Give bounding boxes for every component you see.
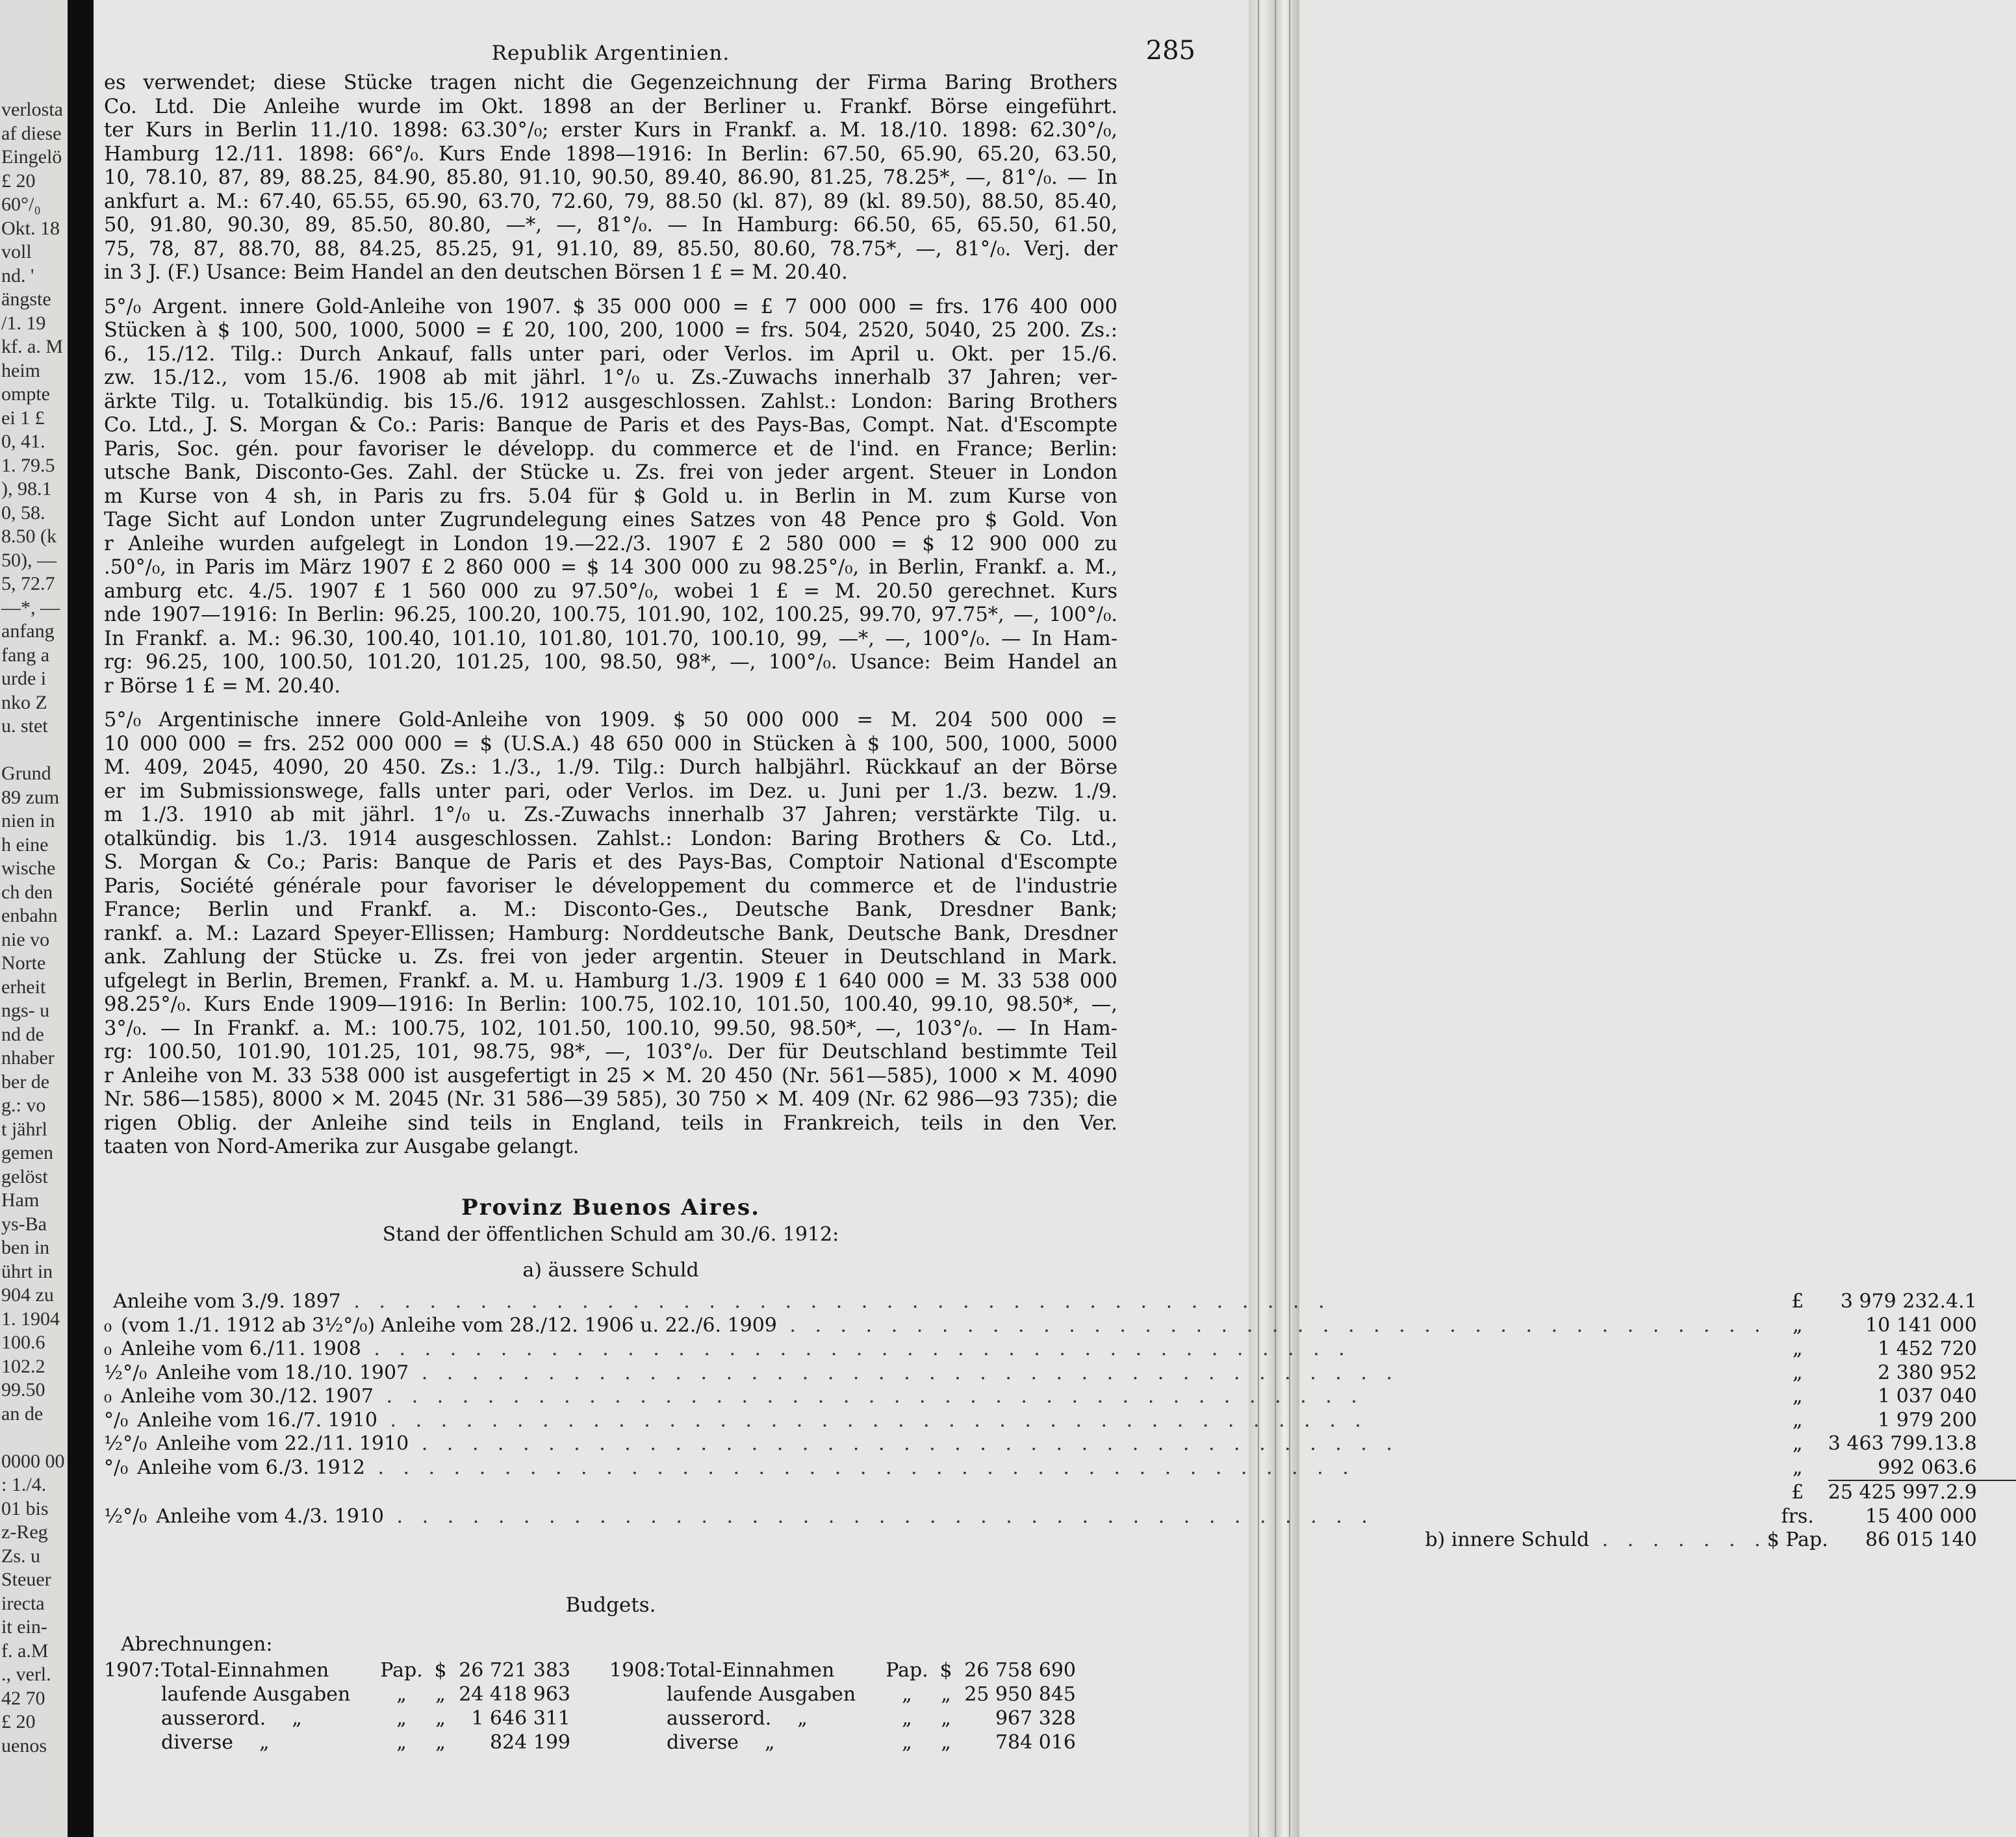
budget-ditto: „ xyxy=(797,1707,808,1730)
budget-symbol: „ xyxy=(941,1707,951,1730)
debt-amount: 1 452 720 xyxy=(1878,1337,1977,1360)
debt-row xyxy=(104,1432,2016,1456)
gutter-fragment: nko Z xyxy=(1,691,47,713)
text-line: rankf. a. M.: Lazard Speyer-Ellissen; Hamburg: Norddeutsche Bank, Deutsche Bank, Dresdner xyxy=(104,922,1117,945)
text-line: Paris, Société générale pour favoriser le développement du commerce et de l'industrie xyxy=(104,874,1117,898)
gutter-fragment: ngs- u xyxy=(1,1000,50,1021)
budgets-title: Budgets. xyxy=(565,1593,656,1617)
budget-year xyxy=(609,1683,667,1707)
text-line: zw. 15./12., vom 15./6. 1908 ab mit jährl. 1°/₀ u. Zs.-Zuwachs innerhalb 37 Jahren; ver- xyxy=(104,366,1117,389)
gutter-fragment: 102.2 xyxy=(1,1355,45,1377)
debt-prefix: °/₀ xyxy=(104,1456,129,1479)
gutter-fragment: 0000 00 xyxy=(1,1450,65,1472)
text-line: France; Berlin und Frankf. a. M.: Disconto-Ges., Deutsche Bank, Dresdner Bank; xyxy=(104,898,1117,921)
gutter-fragment: it ein- xyxy=(1,1616,47,1638)
internal-debt-amount: 86 015 140 xyxy=(1865,1528,1977,1551)
text-line: r Börse 1 £ = M. 20.40. xyxy=(104,674,341,698)
gutter-fragment: 8.50 (k xyxy=(1,526,57,547)
budget-item-cell xyxy=(161,1707,376,1731)
gutter-fragment: voll xyxy=(1,241,32,262)
internal-debt-label-cell xyxy=(104,1528,1767,1561)
text-line: Co. Ltd. Die Anleihe wurde im Okt. 1898 an der Berliner u. Frankf. Börse eingeführt. xyxy=(104,95,1117,118)
budget-value: 824 199 xyxy=(489,1731,570,1755)
budget-value: 24 418 963 xyxy=(459,1683,570,1706)
text-line: 5°/₀ Argentinische innere Gold-Anleihe von 1909. $ 50 000 000 = M. 204 500 000 = xyxy=(104,709,1117,731)
text-line: 6., 15./12. Tilg.: Durch Ankauf, falls unter pari, oder Verlos. im April u. Okt. per 15./6. xyxy=(104,342,1117,366)
budget-row xyxy=(104,1683,570,1707)
budget-pap: „ xyxy=(396,1683,407,1706)
budget-year xyxy=(609,1707,667,1731)
debt-amount: 1 979 200 xyxy=(1878,1408,1977,1432)
budget-symbol: „ xyxy=(941,1683,951,1706)
gutter-fragment: 42 70 xyxy=(1,1687,45,1709)
gutter-fragment: fang a xyxy=(1,644,50,666)
running-title: Republik Argentinien. xyxy=(491,42,730,65)
text-line: r Anleihe von M. 33 538 000 ist ausgefertigt in 25 × M. 20 450 (Nr. 561—585), 1000 × M. 4090 xyxy=(104,1064,1117,1087)
budget-item: ausserord. xyxy=(161,1707,266,1730)
debt-currency: „ xyxy=(1792,1361,1803,1384)
budget-table-1907 xyxy=(104,1659,570,1755)
debt-label: Anleihe vom 3./9. 1897 xyxy=(113,1290,341,1313)
gutter-fragment: —*, — xyxy=(1,596,60,618)
debt-total-row xyxy=(104,1480,2016,1505)
text-line: Co. Ltd., J. S. Morgan & Co.: Paris: Banque de Paris et des Pays-Bas, Compt. Nat. d'Escompte xyxy=(104,414,1117,437)
gutter-fragment: irecta xyxy=(1,1592,45,1614)
gutter-fragment: nd. ' xyxy=(1,264,34,286)
budget-symbol: „ xyxy=(941,1731,951,1755)
budget-value: 1 646 311 xyxy=(471,1707,570,1730)
text-line: taaten von Nord-Amerika zur Ausgabe gelangt. xyxy=(104,1135,580,1158)
leader-dots: . . . . . . . . . . . . . . . . . . . . . . . . . . . . . . . . . . . . . . . xyxy=(364,1456,1355,1479)
gutter-fragment: 01 bis xyxy=(1,1497,49,1519)
leader-dots: . . . . . . . . . . . . . . . . . . . . . . . . . . . . . . . . . . . . . . . xyxy=(340,1290,1331,1313)
gutter-fragment: gelöst xyxy=(1,1165,48,1187)
gutter-fragment: £ 20 xyxy=(1,170,36,192)
text-line: rigen Oblig. der Anleihe sind teils in England, teils in Frankreich, teils in den Ver. xyxy=(104,1111,1117,1135)
budget-pap: „ xyxy=(902,1707,912,1730)
page-content xyxy=(104,26,1977,1755)
debt-prefix: ₀ xyxy=(104,1313,112,1337)
gutter-fragment: af diese xyxy=(1,122,62,144)
gutter-fragment: 1. 1904 xyxy=(1,1308,60,1330)
gutter-fragment: ei 1 £ xyxy=(1,407,45,429)
text-line: Hamburg 12./11. 1898: 66°/₀. Kurs Ende 1898—1916: In Berlin: 67.50, 65.90, 65.20, 63.50, xyxy=(104,142,1117,166)
budget-item: ausserord. xyxy=(667,1707,772,1730)
gutter-fragment: /1. 19 xyxy=(1,312,46,334)
debt-currency: „ xyxy=(1792,1313,1803,1337)
debt-label: Anleihe vom 16./7. 1910 xyxy=(137,1408,377,1432)
budget-symbol: „ xyxy=(435,1707,446,1730)
debt-frs-row xyxy=(104,1505,2016,1529)
book-binding xyxy=(68,0,94,1837)
budget-item-cell xyxy=(667,1683,881,1707)
debt-amount: 2 380 952 xyxy=(1878,1361,1977,1384)
budget-row xyxy=(609,1683,1076,1707)
text-line: .50°/₀, in Paris im März 1907 £ 2 860 000 = $ 14 300 000 zu 98.25°/₀, in Berlin, Frankf. a. M., xyxy=(104,556,1117,579)
leader-dots: . . . . . . . . . . . . . . . . . . . . . . . . . . . . . . . . . . . . . . . xyxy=(776,1313,1767,1337)
debt-row xyxy=(104,1314,2016,1338)
budget-symbol: $ xyxy=(434,1659,447,1682)
text-line: In Frankf. a. M.: 96.30, 100.40, 101.10, 101.80, 101.70, 100.10, 99, —*, —, 100°/₀. — In Ham- xyxy=(104,627,1117,650)
budget-pap: Pap. xyxy=(886,1659,928,1682)
text-line: rg: 100.50, 101.90, 101.25, 101, 98.75, 98*, —, 103°/₀. Der für Deutschland bestimmte Teil xyxy=(104,1041,1117,1063)
leader-dots: . . . . . . . . . . . . . . . . . . . . . . . . . . . . . . . . . . . . . . . xyxy=(409,1432,1399,1455)
text-line: ärkte Tilg. u. Totalkündig. bis 15./6. 1912 ausgeschlossen. Zahlst.: London: Baring Brothers xyxy=(104,390,1117,413)
gutter-fragment: z-Reg xyxy=(1,1521,48,1543)
text-line: amburg etc. 4./5. 1907 £ 1 560 000 zu 97.50°/₀, wobei 1 £ = M. 20.50 gerechnet. Kurs xyxy=(104,579,1117,603)
budget-row xyxy=(104,1707,570,1731)
gutter-fragment: uenos xyxy=(1,1734,47,1756)
gutter-fragment: heim xyxy=(1,359,40,381)
budget-symbol: $ xyxy=(939,1659,952,1682)
leader-dots: . . . . . . . . . . . . . . . . . . . . . . . . . . . . . . . . . . . . . . . xyxy=(373,1385,1364,1408)
budget-row xyxy=(104,1659,570,1683)
leader-dots: . . . . . . . . . . . . . . . . . . . . . . . . . . . . . . . . . . . . . . . xyxy=(409,1361,1399,1384)
debt-row xyxy=(104,1362,2016,1386)
gutter-fragment: Grund xyxy=(1,763,51,784)
gutter-fragment: nie vo xyxy=(1,928,50,950)
budget-year xyxy=(104,1683,161,1707)
debt-label-cell xyxy=(104,1362,1767,1386)
debt-total-currency: £ xyxy=(1791,1481,1804,1504)
debt-total-spacer xyxy=(104,1480,1767,1505)
budget-symbol: „ xyxy=(435,1683,446,1706)
gutter-fragment: ys-Ba xyxy=(1,1213,47,1235)
section-title: Provinz Buenos Aires. xyxy=(461,1194,760,1221)
external-debt-table xyxy=(104,1290,2016,1561)
debt-currency: „ xyxy=(1792,1385,1803,1408)
gutter-fragment: ührt in xyxy=(1,1260,53,1282)
debt-label: Anleihe vom 30./12. 1907 xyxy=(121,1385,374,1408)
text-line: Nr. 586—1585), 8000 × M. 2045 (Nr. 31 586—39 585), 30 750 × M. 409 (Nr. 62 986—93 735); die xyxy=(104,1088,1117,1111)
budget-pap: „ xyxy=(902,1731,912,1755)
abrechnungen-label: Abrechnungen: xyxy=(121,1632,273,1656)
debt-label: (vom 1./1. 1912 ab 3½°/₀) Anleihe vom 28./12. 1906 u. 22./6. 1909 xyxy=(121,1313,777,1337)
budget-ditto: „ xyxy=(259,1731,270,1755)
budget-item-cell xyxy=(161,1683,376,1707)
gutter-fragment: anfang xyxy=(1,620,55,642)
gutter-fragment: kf. a. M xyxy=(1,336,63,357)
budget-item-cell xyxy=(667,1707,881,1731)
budget-item: Total-Einnahmen xyxy=(667,1659,835,1682)
debt-prefix: ₀ xyxy=(104,1337,112,1360)
section-subtitle: Stand der öffentlichen Schuld am 30./6. 1912: xyxy=(382,1223,839,1246)
internal-debt-row xyxy=(104,1528,2016,1561)
gutter-fragment: nhaber xyxy=(1,1047,55,1069)
debt-row xyxy=(104,1409,2016,1433)
debt-total-amount: 25 425 997.2.9 xyxy=(1828,1480,2016,1505)
gutter-fragment: 100.6 xyxy=(1,1332,45,1353)
debt-currency: „ xyxy=(1792,1337,1803,1360)
gutter-fragment: nien in xyxy=(1,810,55,831)
gutter-fragment: 1. 79.5 xyxy=(1,454,55,476)
gutter-fragment: t jährl xyxy=(1,1118,47,1140)
external-debt-heading: a) äussere Schuld xyxy=(522,1258,699,1282)
debt-prefix: ₀ xyxy=(104,1385,112,1408)
budget-item: Total-Einnahmen xyxy=(161,1659,329,1682)
budget-year: 1908: xyxy=(609,1659,666,1682)
gutter-fragment: urde i xyxy=(1,668,47,689)
budget-item-cell xyxy=(161,1731,376,1755)
gutter-fragment: 0, 58. xyxy=(1,501,45,524)
debt-label-cell xyxy=(104,1385,1767,1409)
budget-columns xyxy=(104,1659,1117,1755)
text-line: S. Morgan & Co.; Paris: Banque de Paris et des Pays-Bas, Comptoir National d'Escompte xyxy=(104,851,1117,874)
gutter-fragment: 0, 41. xyxy=(1,431,45,452)
gutter-fragment: 89 zum xyxy=(1,786,60,808)
debt-currency: £ xyxy=(1791,1290,1804,1313)
debt-amount: 992 063.6 xyxy=(1878,1456,1977,1479)
debt-label-cell xyxy=(104,1456,1767,1481)
gutter-fragment: ber de xyxy=(1,1071,50,1093)
budget-value: 784 016 xyxy=(995,1731,1076,1755)
budget-ditto: „ xyxy=(292,1707,302,1730)
text-line: M. 409, 2045, 4090, 20 450. Zs.: 1./3., 1./9. Tilg.: Durch halbjährl. Rückkauf an der Börse xyxy=(104,756,1117,779)
gutter-fragment: an de xyxy=(1,1402,44,1425)
budget-year xyxy=(104,1731,161,1755)
adjacent-page-fragment xyxy=(0,0,78,1837)
text-line: ufgelegt in Berlin, Bremen, Frankf. a. M. u. Hamburg 1./3. 1909 £ 1 640 000 = M. 33 538 000 xyxy=(104,969,1117,993)
internal-debt-label: b) innere Schuld xyxy=(1425,1528,1590,1551)
budget-item: diverse xyxy=(161,1731,233,1755)
gutter-fragment: enbahn xyxy=(1,905,58,926)
budget-item: laufende Ausgaben xyxy=(667,1683,856,1706)
text-line: ankfurt a. M.: 67.40, 65.55, 65.90, 63.70, 72.60, 79, 88.50 (kl. 87), 89 (kl. 89.50), 88.50, 85.40, xyxy=(104,190,1117,213)
budget-pap: „ xyxy=(396,1707,407,1730)
text-line: 10 000 000 = frs. 252 000 000 = $ (U.S.A.) 48 650 000 in Stücken à $ 100, 500, 1000, 5000 xyxy=(104,732,1117,755)
debt-label: Anleihe vom 4./3. 1910 xyxy=(156,1504,384,1528)
debt-amount: 1 037 040 xyxy=(1878,1385,1977,1408)
debt-currency: „ xyxy=(1792,1432,1803,1455)
budget-item-cell xyxy=(667,1659,881,1683)
debt-label-cell xyxy=(104,1505,1767,1529)
debt-currency: „ xyxy=(1792,1456,1803,1479)
text-line: 5°/₀ Argent. innere Gold-Anleihe von 1907. $ 35 000 000 = £ 7 000 000 = frs. 176 400 000 xyxy=(104,295,1117,318)
page-number: 285 xyxy=(1145,36,1195,66)
text-line: es verwendet; diese Stücke tragen nicht die Gegenzeichnung der Firma Baring Brothers xyxy=(104,71,1117,94)
text-line: utsche Bank, Disconto-Ges. Zahl. der Stücke u. Zs. frei von jeder argent. Steuer in London xyxy=(104,461,1117,484)
gutter-fragment: g.: vo xyxy=(1,1095,46,1116)
leader-dots: . . . . . . . xyxy=(1589,1528,1767,1551)
gutter-fragment: £ 20 xyxy=(1,1711,36,1732)
gutter-fragment: ben in xyxy=(1,1237,50,1258)
text-line: 98.25°/₀. Kurs Ende 1909—1916: In Berlin: 100.75, 102.10, 101.50, 100.40, 99.10, 98.50*, —, xyxy=(104,993,1117,1016)
budget-row xyxy=(609,1731,1076,1755)
running-header xyxy=(104,26,1195,71)
gutter-fragment: ), 98.1 xyxy=(1,478,52,500)
debt-row xyxy=(104,1456,2016,1481)
budget-item: laufende Ausgaben xyxy=(161,1683,351,1706)
text-line: 75, 78, 87, 88.70, 88, 84.25, 85.25, 91, 91.10, 89, 85.50, 80.60, 78.75*, —, 81°/₀. Verj. der xyxy=(104,237,1117,260)
text-line: er im Submissionswege, falls unter pari, oder Verlos. im Dez. u. Juni per 1./3. bezw. 1./9. xyxy=(104,779,1117,803)
leader-dots: . . . . . . . . . . . . . . . . . . . . . . . . . . . . . . . . . . . . . . . xyxy=(361,1337,1351,1360)
debt-label-cell xyxy=(104,1432,1767,1456)
leader-dots: . . . . . . . . . . . . . . . . . . . . . . . . . . . . . . . . . . . . . . . xyxy=(384,1504,1374,1528)
budget-year: 1907: xyxy=(104,1659,160,1682)
gutter-fragment: wische xyxy=(1,857,56,879)
gutter-fragment: ompte xyxy=(1,383,50,405)
debt-row xyxy=(104,1385,2016,1409)
paragraph-gold-loan-1907 xyxy=(104,296,1117,699)
text-line: ter Kurs in Berlin 11./10. 1898: 63.30°/₀; erster Kurs in Frankf. a. M. 18./10. 1898: 62.30°/₀, xyxy=(104,119,1117,142)
gutter-fragment: ängste xyxy=(1,288,51,310)
budget-ditto: „ xyxy=(765,1731,775,1755)
debt-label-cell xyxy=(104,1314,1767,1338)
gutter-fragment: 50), — xyxy=(1,549,57,571)
debt-row xyxy=(104,1290,2016,1314)
budget-item: diverse xyxy=(667,1731,739,1755)
text-line: rg: 96.25, 100, 100.50, 101.20, 101.25, 100, 98.50, 98*, —, 100°/₀. Usance: Beim Handel an xyxy=(104,651,1117,674)
text-line: Stücken à $ 100, 500, 1000, 5000 = £ 20, 100, 200, 1000 = frs. 504, 2520, 5040, 25 200. Zs.: xyxy=(104,319,1117,342)
debt-prefix: ½°/₀ xyxy=(104,1432,147,1455)
gutter-fragment: Eingelö xyxy=(1,146,62,168)
gutter-fragment: 904 zu xyxy=(1,1284,54,1306)
paragraph-1898-loan-continued xyxy=(104,71,1117,285)
gutter-fragment: Zs. u xyxy=(1,1545,40,1567)
budget-pap: „ xyxy=(902,1683,912,1706)
budget-row xyxy=(609,1707,1076,1731)
budget-value: 967 328 xyxy=(995,1707,1076,1730)
text-line: otalkündig. bis 1./3. 1914 ausgeschlossen. Zahlst.: London: Baring Brothers & Co. Ltd., xyxy=(104,827,1117,850)
gutter-fragment: nd de xyxy=(1,1023,44,1045)
gutter-fragment: Norte xyxy=(1,952,46,974)
paragraph-gold-loan-1909 xyxy=(104,709,1117,1159)
budget-row xyxy=(104,1731,570,1755)
budget-item-cell xyxy=(161,1659,376,1683)
gutter-fragment: verlosta xyxy=(1,99,63,120)
gutter-fragment: ch den xyxy=(1,881,53,903)
text-line: in 3 J. (F.) Usance: Beim Handel an den deutschen Börsen 1 £ = M. 20.40. xyxy=(104,261,848,284)
debt-prefix: ½°/₀ xyxy=(104,1361,147,1384)
debt-amount: 10 141 000 xyxy=(1865,1313,1977,1337)
gutter-fragment: 5, 72.7 xyxy=(1,573,55,594)
page-edge xyxy=(1249,0,1299,1837)
gutter-fragment: : 1./4. xyxy=(1,1474,47,1495)
debt-label-cell xyxy=(104,1409,1767,1433)
text-line: m Kurse von 4 sh, in Paris zu frs. 5.04 für $ Gold u. in Berlin in M. zum Kurse von xyxy=(104,485,1117,508)
budget-value: 26 721 383 xyxy=(459,1659,570,1682)
debt-currency: „ xyxy=(1792,1408,1803,1432)
debt-prefix: °/₀ xyxy=(104,1408,129,1432)
debt-label-cell xyxy=(104,1337,1767,1362)
gutter-fragment: gemen xyxy=(1,1142,53,1163)
debt-row xyxy=(104,1337,2016,1362)
budget-row xyxy=(609,1659,1076,1683)
text-line: r Anleihe wurden aufgelegt in London 19.—22./3. 1907 £ 2 580 000 = $ 12 900 000 zu xyxy=(104,532,1117,555)
budget-year xyxy=(609,1731,667,1755)
gutter-fragment: 60°/₀ xyxy=(1,194,41,215)
debt-prefix: ½°/₀ xyxy=(104,1504,147,1528)
budget-year xyxy=(104,1707,161,1731)
budget-symbol: „ xyxy=(435,1731,446,1755)
text-line: 50, 91.80, 90.30, 89, 85.50, 80.80, —*, —, 81°/₀. — In Hamburg: 66.50, 65, 65.50, 61.50, xyxy=(104,214,1117,236)
gutter-fragment: ., verl. xyxy=(1,1664,51,1685)
text-line: 3°/₀. — In Frankf. a. M.: 100.75, 102, 101.50, 100.10, 99.50, 98.50*, —, 103°/₀. — In Ham- xyxy=(104,1017,1117,1040)
gutter-fragment: 99.50 xyxy=(1,1379,45,1400)
debt-currency: frs. xyxy=(1781,1504,1814,1528)
budget-item-cell xyxy=(667,1731,881,1755)
text-line: Tage Sicht auf London unter Zugrundelegung eines Satzes von 48 Pence pro $ Gold. Von xyxy=(104,509,1117,531)
budget-pap: Pap. xyxy=(380,1659,423,1682)
text-line: ank. Zahlung der Stücke u. Zs. frei von jeder argentin. Steuer in Deutschland in Mark. xyxy=(104,946,1117,969)
leader-dots: . . . . . . . . . . . . . . . . . . . . . . . . . . . . . . . . . . . . . . . xyxy=(377,1408,1368,1432)
internal-debt-currency: $ Pap. xyxy=(1767,1528,1828,1551)
budget-value: 26 758 690 xyxy=(964,1659,1076,1682)
debt-label: Anleihe vom 6./11. 1908 xyxy=(121,1337,361,1360)
debt-amount: 3 463 799.13.8 xyxy=(1828,1432,1977,1455)
text-line: 10, 78.10, 87, 89, 88.25, 84.90, 85.80, 91.10, 90.50, 89.40, 86.90, 81.25, 78.25*, —, 81°/₀. — In xyxy=(104,166,1117,189)
debt-label: Anleihe vom 18./10. 1907 xyxy=(156,1361,409,1384)
debt-amount: 3 979 232.4.1 xyxy=(1840,1290,1977,1313)
debt-label: Anleihe vom 22./11. 1910 xyxy=(156,1432,409,1455)
gutter-fragment: u. stet xyxy=(1,715,48,737)
gutter-fragment: Okt. 18 xyxy=(1,217,60,239)
text-line: Paris, Soc. gén. pour favoriser le développ. du commerce et de l'ind. en France; Berlin: xyxy=(104,437,1117,461)
gutter-fragment: f. a.M xyxy=(1,1640,49,1662)
gutter-fragment: h eine xyxy=(1,833,49,855)
gutter-fragment: Steuer xyxy=(1,1569,51,1590)
gutter-fragment: erheit xyxy=(1,976,46,998)
budget-table-1908 xyxy=(609,1659,1076,1755)
debt-amount: 15 400 000 xyxy=(1865,1504,1977,1528)
text-line: m 1./3. 1910 ab mit jährl. 1°/₀ u. Zs.-Zuwachs innerhalb 37 Jahren; verstärkte Tilg. u. xyxy=(104,804,1117,826)
budget-pap: „ xyxy=(396,1731,407,1755)
budget-value: 25 950 845 xyxy=(964,1683,1076,1706)
gutter-fragment: Ham xyxy=(1,1189,40,1211)
debt-label-cell xyxy=(104,1290,1767,1314)
text-line: nde 1907—1916: In Berlin: 96.25, 100.20, 100.75, 101.90, 102, 100.25, 99.70, 97.75*, —, 100°/₀. xyxy=(104,603,1117,626)
debt-label: Anleihe vom 6./3. 1912 xyxy=(137,1456,365,1479)
